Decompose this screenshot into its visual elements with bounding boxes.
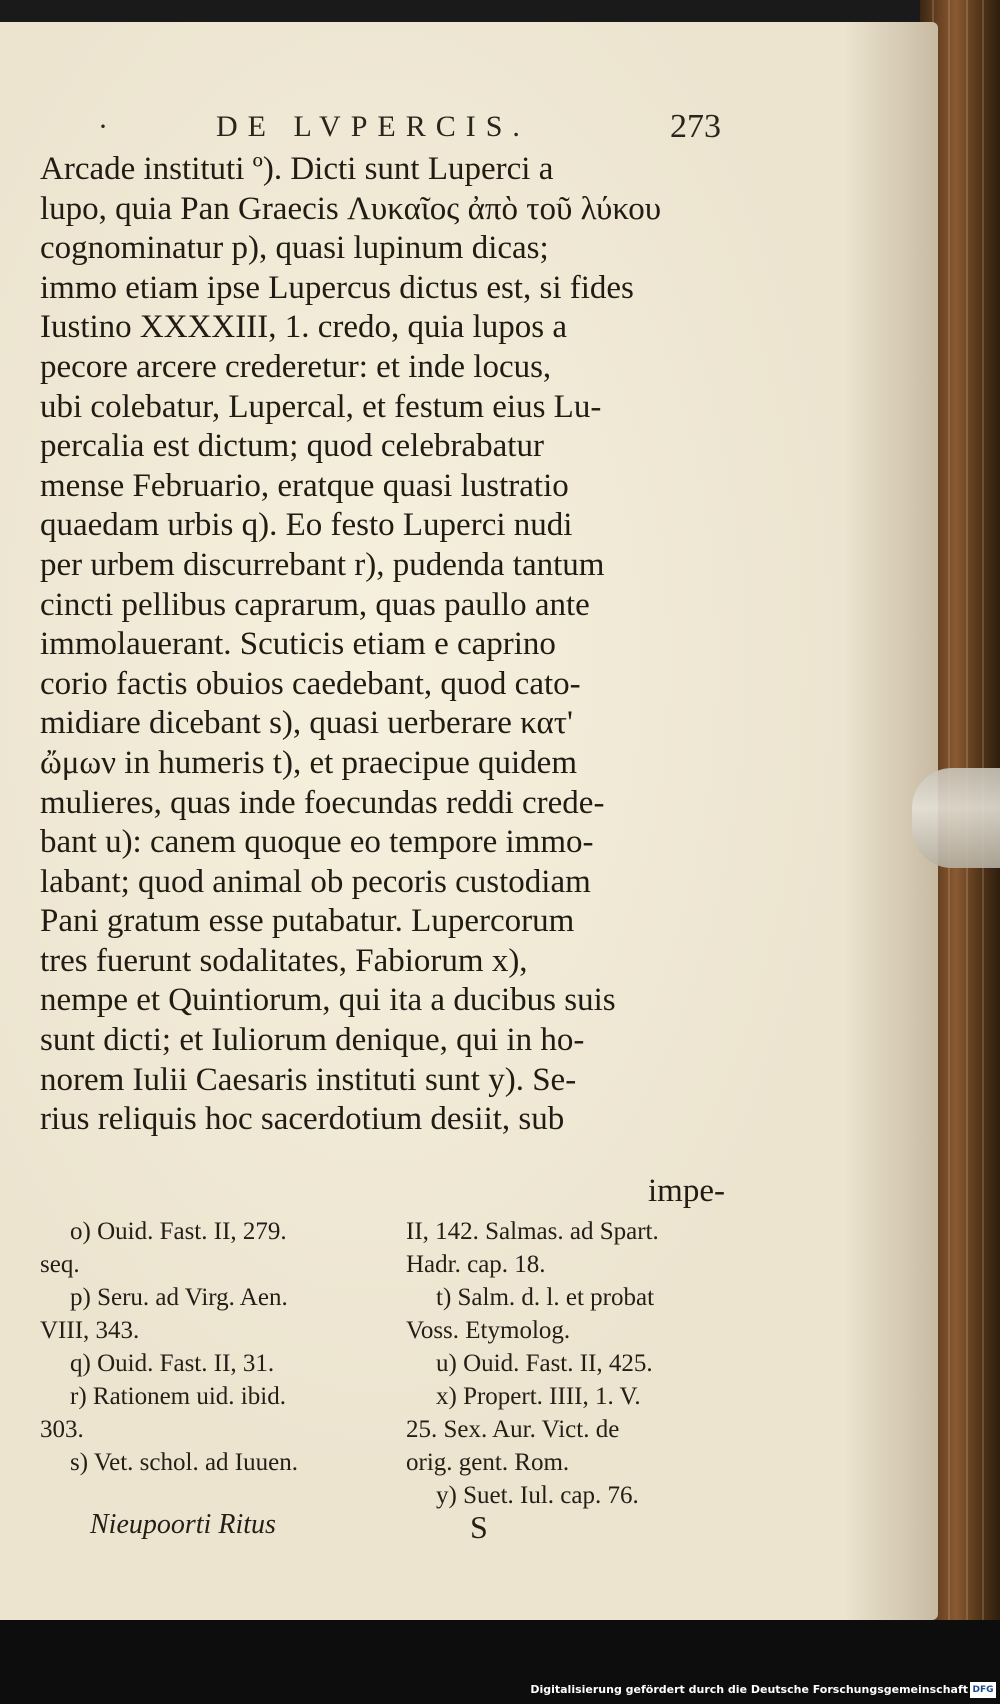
footnote-line: VIII, 343. <box>40 1317 140 1344</box>
text-line: per urbem discurrebant r), pudenda tantum <box>40 546 605 583</box>
text-line: Arcade instituti º). Dicti sunt Luperci a <box>40 151 554 187</box>
text-line: immolauerant. Scuticis etiam e caprino <box>40 626 556 663</box>
text-line: sunt dicti; et Iuliorum denique, qui in ho- <box>40 1022 585 1059</box>
bookmark-ribbon <box>912 768 1000 868</box>
text-line: quaedam urbis q). Eo festo Luperci nudi <box>40 507 573 544</box>
footnote-line: Hadr. cap. 18. <box>406 1251 546 1278</box>
text-line: corio factis obuios caedebant, quod cato- <box>40 665 581 702</box>
footnote-line: p) Seru. ad Virg. Aen. <box>70 1284 288 1311</box>
text-line: nempe et Quintiorum, qui ita a ducibus suis <box>40 982 616 1019</box>
text-line: mulieres, quas inde foecundas reddi crede- <box>40 784 605 821</box>
text-line: labant; quod animal ob pecoris custodiam <box>40 863 591 900</box>
text-line: cognominatur p), quasi lupinum dicas; <box>40 230 549 267</box>
text-line: norem Iulii Caesaris instituti sunt y). Se- <box>40 1061 577 1098</box>
text-line: midiare dicebant s), quasi uerberare κατ' <box>40 705 573 742</box>
footnote-line: orig. gent. Rom. <box>406 1449 570 1476</box>
footnote-line: o) Ouid. Fast. II, 279. <box>70 1218 287 1245</box>
footnote-line: 25. Sex. Aur. Vict. de <box>406 1416 620 1443</box>
footnote-line: x) Propert. IIII, 1. V. <box>436 1383 641 1410</box>
text-line: percalia est dictum; quod celebrabatur <box>40 428 544 465</box>
scan-footer <box>0 1620 1000 1704</box>
dfg-logo-icon: DFG <box>970 1682 996 1698</box>
footnote-line: seq. <box>40 1251 80 1278</box>
digitization-credit: Digitalisierung gefördert durch die Deutsche Forschungsgemeinschaft <box>530 1683 968 1696</box>
footnotes-left-column <box>40 1215 380 1479</box>
footnote-line: y) Suet. Iul. cap. 76. <box>436 1482 639 1509</box>
text-line: ubi colebatur, Lupercal, et festum eius Lu- <box>40 388 602 425</box>
footnote-line: II, 142. Salmas. ad Spart. <box>406 1218 659 1245</box>
text-line: rius reliquis hoc sacerdotium desiit, sub <box>40 1101 565 1138</box>
text-line: cincti pellibus caprarum, quas paullo ante <box>40 586 590 623</box>
catchword: impe- <box>648 1173 725 1209</box>
footnote-line: u) Ouid. Fast. II, 425. <box>436 1350 653 1377</box>
text-line: ὤμων in humeris t), et praecipue quidem <box>40 744 577 781</box>
text-line: pecore arcere crederetur: et inde locus, <box>40 348 552 385</box>
footnote-line: q) Ouid. Fast. II, 31. <box>70 1350 275 1377</box>
running-head-title: DE LVPERCIS. <box>216 110 530 143</box>
footnote-line: 303. <box>40 1416 84 1443</box>
head-mark: · <box>98 110 117 143</box>
signature-letter: S <box>470 1509 488 1545</box>
footnote-line: s) Vet. schol. ad Iuuen. <box>70 1449 298 1476</box>
footnote-line: Voss. Etymolog. <box>406 1317 571 1344</box>
text-line: bant u): canem quoque eo tempore immo- <box>40 824 594 861</box>
text-line: mense Februario, eratque quasi lustratio <box>40 467 569 504</box>
text-line: Pani gratum esse putabatur. Lupercorum <box>40 903 575 940</box>
page-number: 273 <box>670 108 721 145</box>
text-line: Iustino XXXXIII, 1. credo, quia lupos a <box>40 309 567 346</box>
footnote-line: t) Salm. d. l. et probat <box>436 1284 655 1311</box>
main-text <box>40 150 740 1140</box>
running-head <box>40 110 740 150</box>
text-line: immo etiam ipse Lupercus dictus est, si fides <box>40 269 634 306</box>
text-line: tres fuerunt sodalitates, Fabiorum x), <box>40 942 528 979</box>
signature-runner: Nieupoorti Ritus <box>90 1509 276 1540</box>
text-line: lupo, quia Pan Graecis Λυκαῖος ἀπὸ τοῦ λύκου <box>40 190 662 227</box>
footnote-line: r) Rationem uid. ibid. <box>70 1383 286 1410</box>
footnotes-right-column <box>406 1215 742 1512</box>
